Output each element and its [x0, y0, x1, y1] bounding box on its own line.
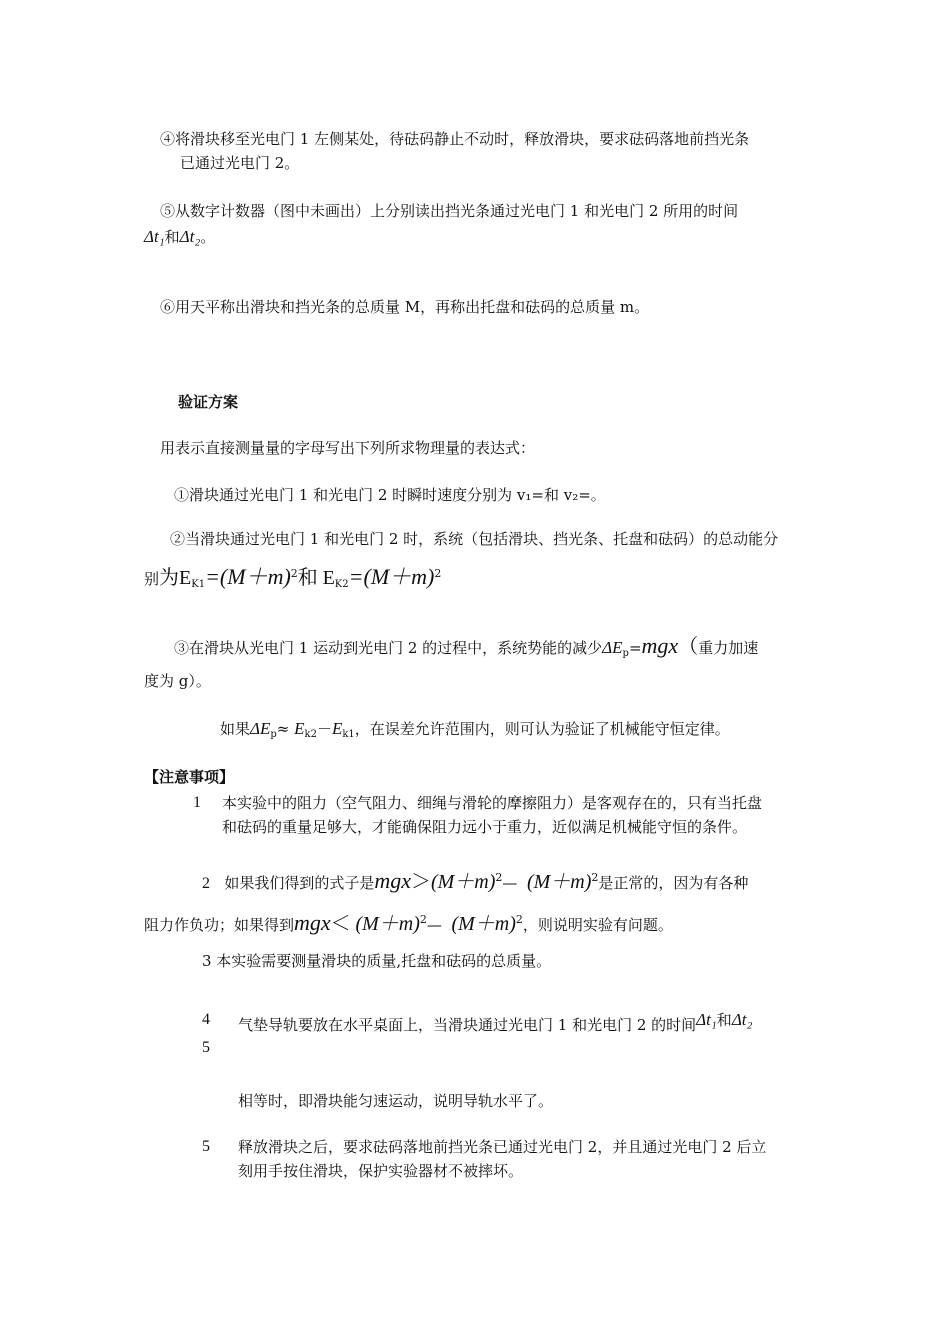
note4-number2: 5: [202, 1039, 210, 1056]
item3-delta-e: ΔE: [602, 638, 623, 657]
ek1-expr: =(M＋m): [205, 564, 291, 589]
item3-sub: p: [622, 648, 629, 659]
note5-line2: 刻用手按住滑块，保护实验器材不被摔坏。: [238, 1162, 524, 1180]
conclusion-k1: k1: [342, 729, 355, 740]
note2-mgx2: mgx: [294, 910, 331, 935]
conclusion-ek1: E: [331, 719, 343, 738]
item2-he: 和: [297, 565, 318, 589]
note4-delta-t1: Δt₁: [696, 1010, 717, 1029]
and-word: 和: [164, 228, 180, 246]
note1-line2: 和砝码的重量足够大，才能确保阻力远小于重力，近似满足机械能守恒的条件。: [222, 818, 748, 836]
ek1-square: 2: [290, 567, 298, 580]
note2-term2: (M＋m): [526, 871, 592, 893]
conclusion-post: ，在误差允许范围内，则可认为验证了机械能守恒定律。: [354, 720, 730, 738]
conclusion-approx: ≈: [276, 720, 295, 738]
note2-post: 是正常的，因为有各种: [598, 874, 749, 892]
item2-pre: 别: [144, 570, 160, 588]
note4-delta-t2: Δt₂: [731, 1010, 753, 1029]
note2-sq2: 2: [591, 871, 599, 884]
note4-number: 4: [202, 1011, 210, 1028]
step5-line1: ⑤从数字计数器（图中未画出）上分别读出挡光条通过光电门 1 和光电门 2 所用的时间: [160, 202, 739, 220]
item3-paren: （: [678, 634, 699, 658]
note5-line1: 释放滑块之后，要求砝码落地前挡光条已通过光电门 2，并且通过光电门 2 后立: [238, 1138, 767, 1156]
conclusion-delta-e: ΔE: [250, 719, 271, 738]
note2-gt: ＞: [410, 869, 431, 893]
note2-term1: (M＋m): [430, 871, 496, 893]
note4-and: 和: [716, 1011, 732, 1029]
note1-number: 1: [193, 794, 201, 811]
note2-sq4: 2: [515, 913, 523, 926]
note2-term3: (M＋m): [355, 913, 420, 935]
note2-minus2: —: [426, 916, 442, 934]
conclusion-ek2: E: [294, 719, 305, 738]
ek2-symbol: E: [322, 567, 335, 589]
note3: 3 本实验需要测量滑块的质量,托盘和砝码的总质量。: [202, 952, 552, 970]
note2-lt: ＜: [330, 911, 351, 935]
note2-line2: [144, 906, 673, 939]
period: 。: [200, 228, 216, 246]
note2-line1: [202, 864, 748, 898]
scheme-intro: 用表示直接测量量的字母写出下列所求物理量的表达式：: [160, 439, 536, 457]
note2-minus: —: [502, 874, 518, 892]
conclusion: [220, 718, 730, 746]
scheme-item1: ①滑块通过光电门 1 和光电门 2 时瞬时速度分别为 v₁=和 v₂=。: [174, 486, 606, 504]
note4-text: 气垫导轨要放在水平桌面上，当滑块通过光电门 1 和光电门 2 的时间: [238, 1016, 697, 1034]
delta-t1: Δt₁: [144, 227, 165, 246]
note2-mgx: mgx: [374, 868, 411, 893]
scheme-item3-line2: 度为 g）。: [144, 672, 211, 690]
notes-title: 【注意事项】: [144, 768, 235, 786]
item3-eq: =: [628, 639, 642, 657]
scheme-title: 验证方案: [178, 393, 239, 411]
scheme-item3-line1: [174, 633, 758, 667]
scheme-item2-line2: [144, 560, 441, 599]
note2-line2-post: ，则说明实验有问题。: [522, 916, 673, 934]
ek1-symbol: E: [179, 567, 192, 589]
item3-mgx: mgx: [641, 633, 679, 658]
note2-pre: 如果我们得到的式子是: [224, 874, 375, 892]
item3-post: 重力加速: [698, 639, 759, 657]
scheme-item2-line1: ②当滑块通过光电门 1 和光电门 2 时，系统（包括滑块、挡光条、托盘和砝码）的总动能分: [170, 530, 779, 548]
note2-number: 2: [202, 875, 210, 892]
conclusion-k2: k2: [304, 729, 317, 740]
note4-line2: 相等时，即滑块能匀速运动，说明导轨水平了。: [238, 1092, 554, 1110]
note4-line1: [238, 1009, 752, 1036]
note2-term4: (M＋m): [451, 913, 516, 935]
step6: ⑥用天平称出滑块和挡光条的总质量 M，再称出托盘和砝码的总质量 m。: [160, 298, 650, 316]
step5-line2: [144, 226, 215, 248]
step4-line1: ④将滑块移至光电门 1 左侧某处，待砝码静止不动时，释放滑块，要求砝码落地前挡光条: [160, 130, 750, 148]
note2-sq1: 2: [495, 871, 503, 884]
ek2-expr: =(M＋m): [348, 564, 435, 589]
item3-pre: ③在滑块从光电门 1 运动到光电门 2 的过程中，系统势能的减少: [174, 639, 603, 657]
item2-wei: 为: [159, 565, 180, 589]
ek1-sub: K1: [191, 579, 206, 590]
note2-sq3: 2: [419, 913, 427, 926]
note1-line1: 本实验中的阻力（空气阻力、细绳与滑轮的摩擦阻力）是客观存在的，只有当托盘: [222, 794, 763, 812]
conclusion-p: p: [270, 729, 277, 740]
ek2-sub: K2: [334, 579, 349, 590]
note5-number: 5: [202, 1138, 210, 1155]
note2-line2-pre: 阻力作负功；如果得到: [144, 916, 295, 934]
delta-t2: Δt₂: [179, 227, 201, 246]
ek2-square: 2: [434, 567, 442, 580]
conclusion-pre: 如果: [220, 720, 251, 738]
step4-line2: 已通过光电门 2。: [180, 154, 300, 172]
conclusion-minus: －: [316, 720, 332, 738]
